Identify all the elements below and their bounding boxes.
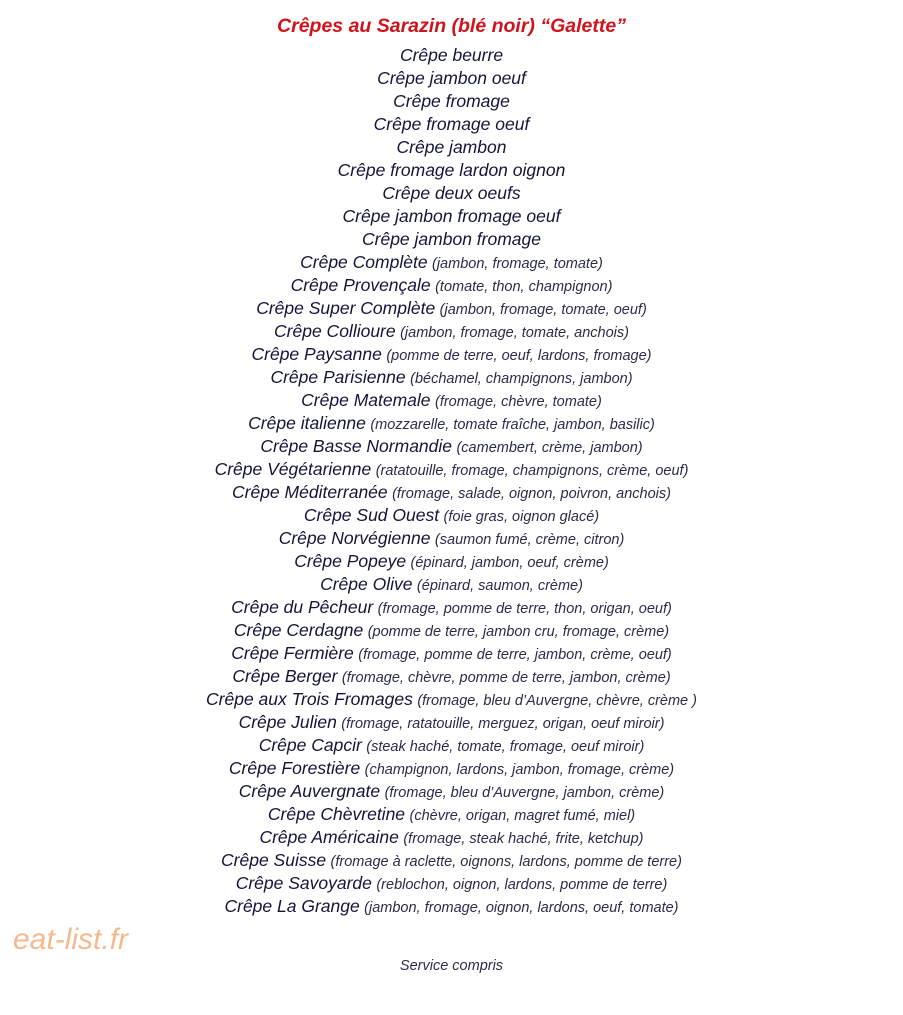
- menu-item-ingredients: (fromage, pomme de terre, thon, origan, oeuf): [377, 601, 672, 617]
- menu-item-name: Crêpe jambon oeuf: [377, 68, 526, 88]
- menu-item: [0, 343, 903, 366]
- menu-item-ingredients: (steak haché, tomate, fromage, oeuf miroir): [366, 739, 645, 755]
- menu-item-name: Crêpe Sud Ouest: [303, 505, 440, 525]
- menu-item-ingredients: (fromage, steak haché, frite, ketchup): [403, 831, 644, 847]
- menu-item-name: Crêpe deux oeufs: [382, 183, 521, 203]
- menu-item-ingredients: (fromage, bleu d’Auvergne, jambon, crème): [384, 785, 665, 801]
- menu-item-ingredients: (épinard, jambon, oeuf, crème): [410, 555, 609, 571]
- menu-title: Crêpes au Sarazin (blé noir) “Galette”: [277, 15, 626, 38]
- menu-item: [0, 182, 903, 205]
- menu-item: [0, 136, 903, 159]
- menu-item-ingredients: (épinard, saumon, crème): [416, 578, 583, 594]
- menu-item: [0, 159, 903, 182]
- menu-item-ingredients: (jambon, fromage, tomate, oeuf): [439, 302, 647, 318]
- menu-item: [0, 481, 903, 504]
- menu-item: [0, 757, 903, 780]
- menu-item-ingredients: (tomate, thon, champignon): [435, 279, 613, 295]
- menu-item-ingredients: (ratatouille, fromage, champignons, crème, oeuf): [375, 463, 689, 479]
- menu-item-name: Crêpe fromage: [393, 91, 510, 111]
- menu-item-ingredients: (béchamel, champignons, jambon): [410, 371, 633, 387]
- menu-item: [0, 90, 903, 113]
- menu-item: [0, 734, 903, 757]
- menu-item-ingredients: (jambon, fromage, tomate): [432, 256, 603, 272]
- menu-item: [0, 665, 903, 688]
- menu-item: [0, 366, 903, 389]
- menu-item: [0, 803, 903, 826]
- menu-list: [0, 44, 903, 918]
- menu-item: [0, 458, 903, 481]
- menu-item-name: Crêpe beurre: [399, 45, 504, 65]
- menu-item-name: Crêpe Paysanne: [251, 344, 382, 364]
- menu-item-ingredients: (jambon, fromage, tomate, anchois): [400, 325, 629, 341]
- menu-item: [0, 44, 903, 67]
- menu-item-name: Crêpe Norvégienne: [278, 528, 431, 548]
- menu-item-name: Crêpe Auvergnate: [238, 781, 381, 801]
- menu-item: [0, 596, 903, 619]
- menu-item-name: Crêpe jambon fromage: [362, 229, 541, 249]
- menu-item-ingredients: (jambon, fromage, oignon, lardons, oeuf, tomate): [364, 900, 679, 916]
- menu-item: [0, 274, 903, 297]
- menu-item-name: Crêpe Américaine: [259, 827, 399, 847]
- menu-item-name: Crêpe fromage lardon oignon: [337, 160, 566, 180]
- menu-item-name: Crêpe Olive: [320, 574, 413, 594]
- menu-item-name: Crêpe Super Complète: [256, 298, 436, 318]
- menu-item-ingredients: (pomme de terre, oeuf, lardons, fromage): [386, 348, 652, 364]
- menu-item-name: Crêpe Provençale: [290, 275, 431, 295]
- menu-item-ingredients: (foie gras, oignon glacé): [443, 509, 600, 525]
- menu-item-name: Crêpe jambon: [396, 137, 507, 157]
- menu-item-name: Crêpe Complète: [300, 252, 428, 272]
- menu-item-ingredients: (fromage, salade, oignon, poivron, anchois): [392, 486, 671, 502]
- menu-item: [0, 251, 903, 274]
- menu-item-name: Crêpe Julien: [238, 712, 337, 732]
- menu-item: [0, 642, 903, 665]
- menu-item-name: Crêpe du Pêcheur: [231, 597, 374, 617]
- menu-item-name: Crêpe Parisienne: [270, 367, 406, 387]
- menu-item-name: Crêpe jambon fromage oeuf: [342, 206, 561, 226]
- menu-item-ingredients: (champignon, lardons, jambon, fromage, crème): [364, 762, 675, 778]
- menu-item-ingredients: (pomme de terre, jambon cru, fromage, crème): [367, 624, 670, 640]
- menu-item-ingredients: (chèvre, origan, magret fumé, miel): [409, 808, 636, 824]
- menu-item: [0, 504, 903, 527]
- menu-item: [0, 435, 903, 458]
- menu-item: [0, 711, 903, 734]
- menu-item-name: Crêpe Suisse: [221, 850, 327, 870]
- menu-item: [0, 688, 903, 711]
- menu-item: [0, 619, 903, 642]
- menu-item-ingredients: (fromage, chèvre, tomate): [435, 394, 602, 410]
- menu-item-name: Crêpe Collioure: [274, 321, 396, 341]
- menu-item: [0, 826, 903, 849]
- menu-item: [0, 849, 903, 872]
- menu-item: [0, 895, 903, 918]
- menu-item: [0, 205, 903, 228]
- menu-item-name: Crêpe aux Trois Fromages: [206, 689, 413, 709]
- menu-item-name: Crêpe Végétarienne: [214, 459, 372, 479]
- menu-item-ingredients: (fromage, pomme de terre, jambon, crème, oeuf): [358, 647, 672, 663]
- menu-item-name: Crêpe Méditerranée: [232, 482, 388, 502]
- menu-item: [0, 550, 903, 573]
- menu-item-name: Crêpe Basse Normandie: [260, 436, 453, 456]
- menu-item-name: Crêpe Forestière: [228, 758, 361, 778]
- menu-item-name: Crêpe fromage oeuf: [373, 114, 530, 134]
- menu-item-ingredients: (fromage, bleu d’Auvergne, chèvre, crème ): [417, 693, 697, 709]
- menu-item-name: Crêpe Berger: [232, 666, 338, 686]
- menu-item-name: Crêpe Capcir: [258, 735, 362, 755]
- menu-item-name: Crêpe Savoyarde: [235, 873, 372, 893]
- menu-item: [0, 527, 903, 550]
- menu-item-name: Crêpe italienne: [248, 413, 366, 433]
- service-note: Service compris: [399, 958, 504, 974]
- menu-item-name: Crêpe Cerdagne: [233, 620, 364, 640]
- menu-item: [0, 297, 903, 320]
- menu-item: [0, 412, 903, 435]
- menu-item-name: Crêpe Matemale: [301, 390, 431, 410]
- menu-item: [0, 228, 903, 251]
- watermark-logo: eat-list.fr: [13, 923, 129, 956]
- menu-item-name: Crêpe Chèvretine: [267, 804, 406, 824]
- menu-item-name: Crêpe Fermière: [231, 643, 354, 663]
- menu-item-name: Crêpe Popeye: [294, 551, 407, 571]
- menu-item-ingredients: (reblochon, oignon, lardons, pomme de terre): [376, 877, 668, 893]
- menu-item-ingredients: (fromage à raclette, oignons, lardons, pomme de terre): [330, 854, 682, 870]
- menu-item-ingredients: (fromage, ratatouille, merguez, origan, oeuf miroir): [341, 716, 665, 732]
- menu-item-ingredients: (camembert, crème, jambon): [456, 440, 643, 456]
- menu-item-ingredients: (mozzarelle, tomate fraîche, jambon, basilic): [370, 417, 655, 433]
- menu-item-ingredients: (saumon fumé, crème, citron): [434, 532, 625, 548]
- menu-item: [0, 872, 903, 895]
- menu-item-ingredients: (fromage, chèvre, pomme de terre, jambon, crème): [341, 670, 671, 686]
- menu-item: [0, 780, 903, 803]
- menu-item: [0, 320, 903, 343]
- menu-item: [0, 67, 903, 90]
- menu-item-name: Crêpe La Grange: [224, 896, 360, 916]
- menu-item: [0, 573, 903, 596]
- menu-item: [0, 113, 903, 136]
- menu-item: [0, 389, 903, 412]
